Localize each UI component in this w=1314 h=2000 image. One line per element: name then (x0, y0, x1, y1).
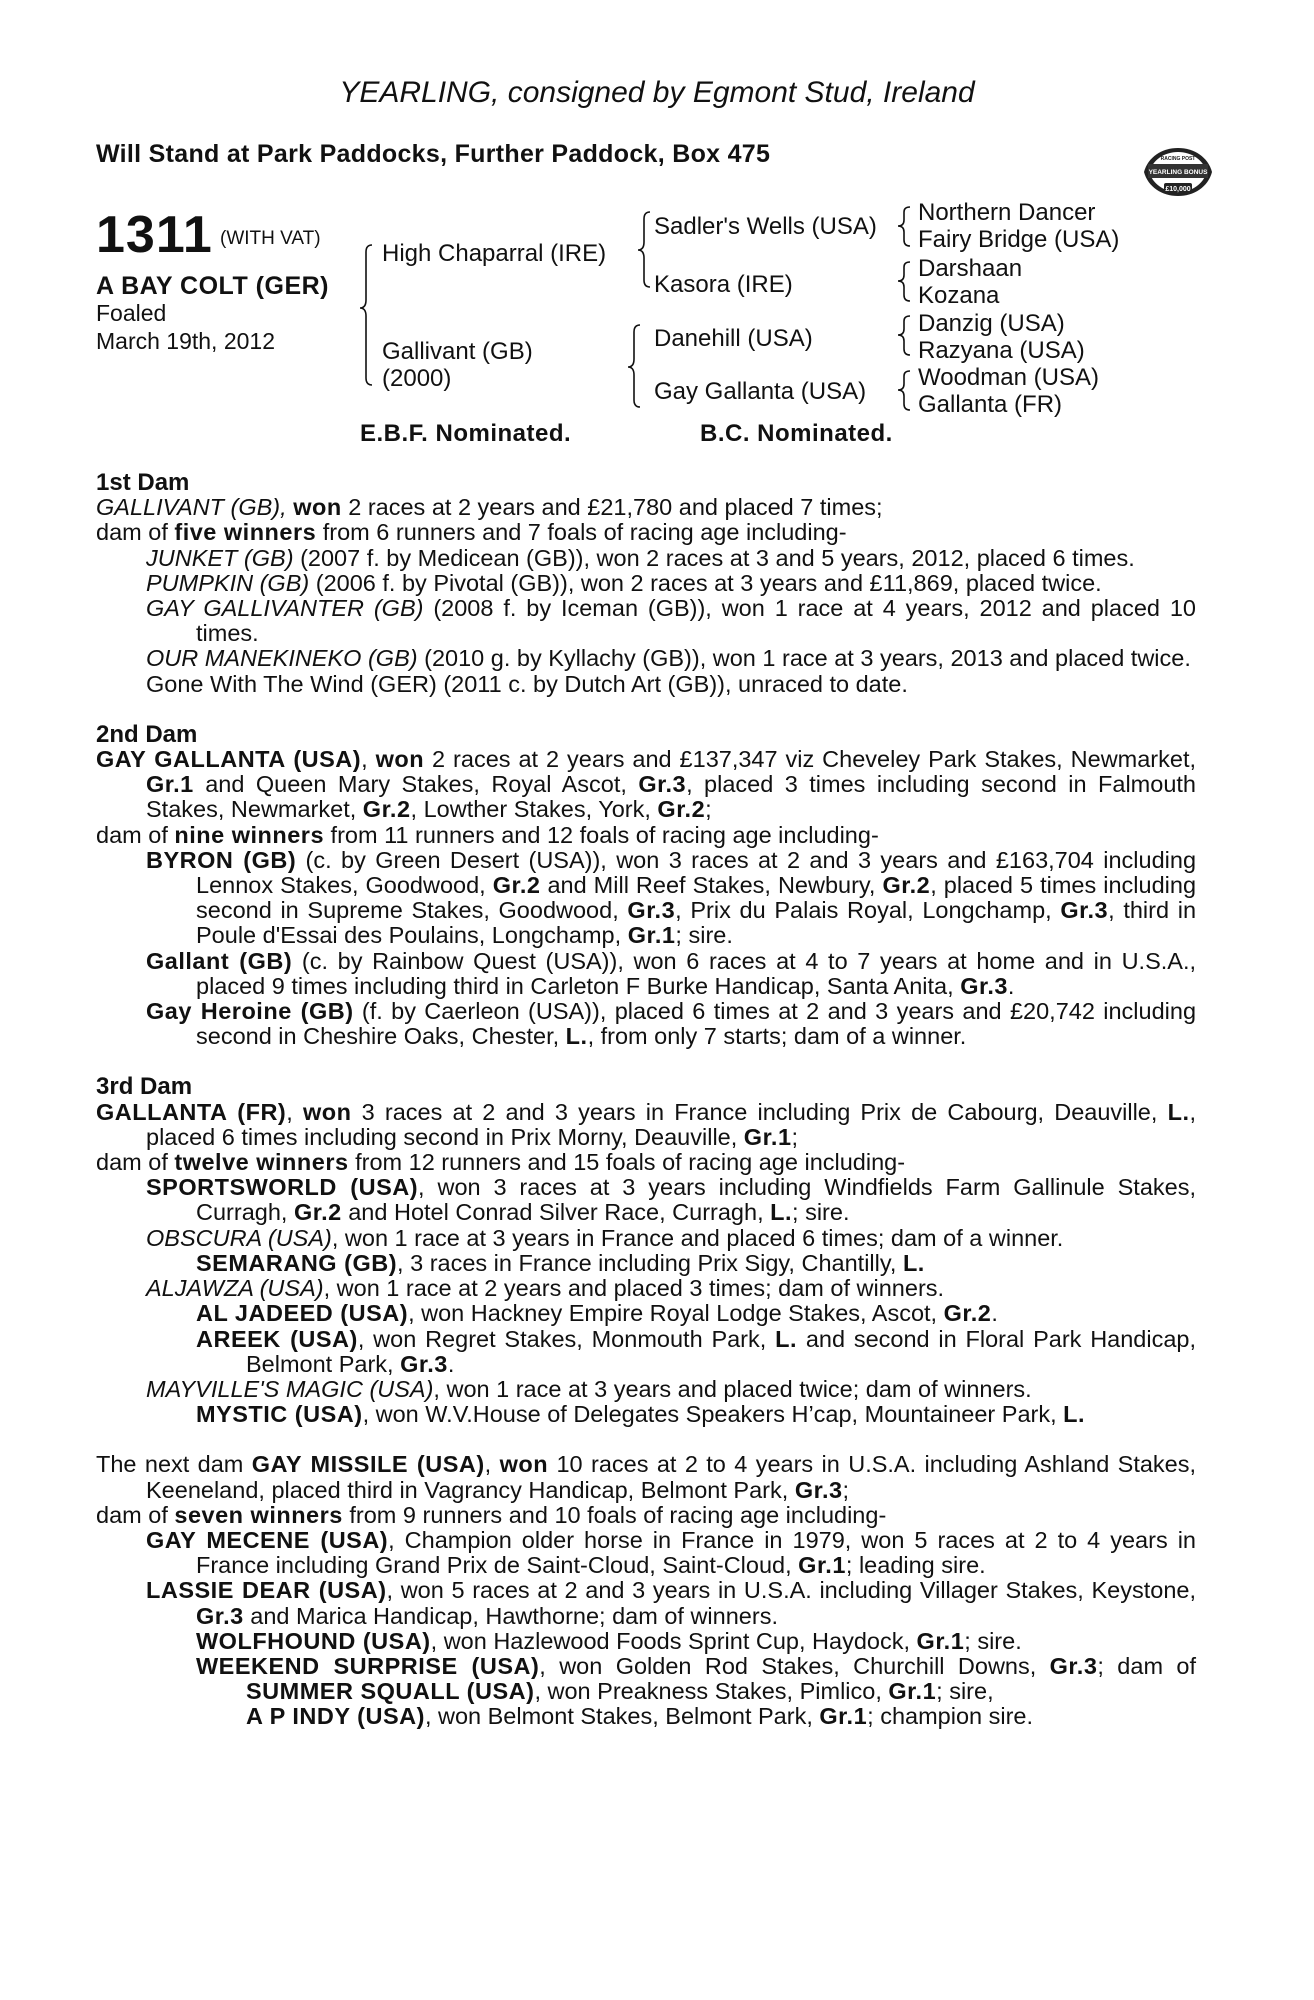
lot-number: 1311 (96, 206, 213, 264)
badge-line2: YEARLING BONUS (1148, 169, 1208, 176)
produce-junket: JUNKET (GB) (2007 f. by Medicean (GB)), won 2 races at 3 and 5 years, 2012, placed 6 times. (146, 544, 1135, 571)
produce-gone-with-the-wind: Gone With The Wind (GER) (2011 c. by Dutch Art (GB)), unraced to date. (146, 670, 908, 697)
produce-byron: BYRON (GB) (c. by Green Desert (USA)), won 3 races at 2 and 3 years and £163,704 including Lennox Stakes, Goodwood, Gr.2 and Mill Reef Stakes, Newbury, Gr.2, placed 5 times including second in Supreme Stakes, Goodwood, Gr.3, Prix du Palais Royal, Longchamp, Gr.3, third in Poule d'Essai des Poulains, Longchamp, Gr.1; sire. (146, 846, 1197, 949)
produce-obscura: OBSCURA (USA), won 1 race at 3 years in France and placed 6 times; dam of a winner. (146, 1224, 1064, 1251)
fourth-dam-produce: dam of seven winners from 9 runners and 10 foals of racing age including- (96, 1501, 887, 1528)
badge-line3: £10,000 (1165, 186, 1191, 193)
produce-mystic: MYSTIC (USA), won W.V.House of Delegates Speakers H’cap, Mountaineer Park, L. (196, 1401, 1086, 1428)
pedigree-g5: Danzig (USA) (918, 310, 1065, 337)
pedigree-g1: Northern Dancer (918, 199, 1096, 226)
pedigree-dam-sire: Danehill (USA) (654, 325, 813, 352)
produce-gallant: Gallant (GB) (c. by Rainbow Quest (USA)), won 6 races at 4 to 7 years at home and in U.S.A., placed 9 times including third in Carleton F Burke Handicap, Santa Anita, Gr.3. (146, 947, 1197, 999)
pedigree-g8: Gallanta (FR) (918, 391, 1063, 418)
produce-semarang: SEMARANG (GB), 3 races in France including Prix Sigy, Chantilly, L. (196, 1249, 925, 1276)
first-dam-record: GALLIVANT (GB), won 2 races at 2 years and £21,780 and placed 7 times; (96, 494, 883, 521)
produce-wolfhound: WOLFHOUND (USA), won Hazlewood Foods Sprint Cup, Haydock, Gr.1; sire. (196, 1627, 1022, 1654)
fourth-dam-record: The next dam GAY MISSILE (USA), won 10 races at 2 to 4 years in U.S.A. including Ashland Stakes, Keeneland, placed third in Vagrancy Handicap, Belmont Park, Gr.3; (96, 1451, 1197, 1503)
pedigree-dam: Gallivant (GB) (382, 338, 533, 365)
produce-pumpkin: PUMPKIN (GB) (2006 f. by Pivotal (GB)), won 2 races at 3 years and £11,869, placed twice. (146, 569, 1102, 596)
pedigree-g2: Fairy Bridge (USA) (918, 226, 1120, 253)
stand-location: Will Stand at Park Paddocks, Further Paddock, Box 475 (96, 140, 771, 168)
page-title: YEARLING, consigned by Egmont Stud, Ireland (339, 76, 975, 109)
produce-gay-heroine: Gay Heroine (GB) (f. by Caerleon (USA)), placed 6 times at 2 and 3 years and £20,742 including second in Cheshire Oaks, Chester, L., from only 7 starts; dam of a winner. (146, 998, 1197, 1050)
ebf-nominated: E.B.F. Nominated. (360, 420, 572, 447)
second-dam-produce: dam of nine winners from 11 runners and 12 foals of racing age including- (96, 821, 879, 848)
vat-note: (WITH VAT) (220, 228, 321, 249)
produce-sportsworld: SPORTSWORLD (USA), won 3 races at 3 years including Windfields Farm Gallinule Stakes, Curragh, Gr.2 and Hotel Conrad Silver Race, Curragh, L.; sire. (146, 1174, 1196, 1226)
horse-description: A BAY COLT (GER) (96, 272, 330, 300)
produce-mayvilles-magic: MAYVILLE'S MAGIC (USA), won 1 race at 3 years and placed twice; dam of winners. (146, 1375, 1032, 1402)
produce-al-jadeed: AL JADEED (USA), won Hackney Empire Royal Lodge Stakes, Ascot, Gr.2. (196, 1300, 998, 1327)
pedigree-g3: Darshaan (918, 255, 1023, 282)
pedigree-sire-sire: Sadler's Wells (USA) (654, 213, 877, 240)
produce-areek: AREEK (USA), won Regret Stakes, Monmouth Park, L. and second in Floral Park Handicap, Belmont Park, Gr.3. (196, 1325, 1197, 1377)
produce-ap-indy: A P INDY (USA), won Belmont Stakes, Belmont Park, Gr.1; champion sire. (246, 1703, 1034, 1730)
pedigree-g7: Woodman (USA) (918, 364, 1099, 391)
second-dam-record: GAY GALLANTA (USA), won 2 races at 2 years and £137,347 viz Cheveley Park Stakes, Newmarket, Gr.1 and Queen Mary Stakes, Royal Ascot, Gr.3, placed 3 times including second in Falmouth Stakes, Newmarket, Gr.2, Lowther Stakes, York, Gr.2; (96, 746, 1197, 823)
bc-nominated: B.C. Nominated. (700, 420, 893, 447)
first-dam-produce: dam of five winners from 6 runners and 7 foals of racing age including- (96, 519, 847, 546)
produce-lassie-dear: LASSIE DEAR (USA), won 5 races at 2 and 3 years in U.S.A. including Villager Stakes, Keystone, Gr.3 and Marica Handicap, Hawthorne; dam of winners. (146, 1577, 1196, 1629)
pedigree-dam-year: (2000) (382, 365, 452, 392)
foaled-label: Foaled (96, 300, 167, 326)
badge-line1: RACING POST (1160, 156, 1196, 162)
produce-gay-gallivanter: GAY GALLIVANTER (GB) (2008 f. by Iceman (GB)), won 1 race at 4 years, 2012 and placed 10 times. (146, 595, 1196, 647)
pedigree-g4: Kozana (918, 282, 1000, 309)
produce-gay-mecene: GAY MECENE (USA), Champion older horse in France in 1979, won 5 races at 2 to 4 years in France including Grand Prix de Saint-Cloud, Saint-Cloud, Gr.1; leading sire. (146, 1526, 1196, 1579)
catalogue-body (96, 470, 1196, 1730)
third-dam-heading: 3rd Dam (96, 1073, 193, 1101)
first-dam-heading: 1st Dam (96, 469, 190, 496)
pedigree-g6: Razyana (USA) (918, 337, 1085, 364)
produce-weekend-surprise: WEEKEND SURPRISE (USA), won Golden Rod Stakes, Churchill Downs, Gr.3; dam of SUMMER SQUALL (USA), won Preakness Stakes, Pimlico, Gr.1; sire, (196, 1652, 1196, 1705)
produce-aljawza: ALJAWZA (USA), won 1 race at 2 years and placed 3 times; dam of winners. (146, 1275, 945, 1302)
third-dam-produce: dam of twelve winners from 12 runners and 15 foals of racing age including- (96, 1149, 906, 1176)
second-dam-heading: 2nd Dam (96, 720, 198, 748)
pedigree-sire-dam: Kasora (IRE) (654, 271, 793, 298)
pedigree-dam-dam: Gay Gallanta (USA) (654, 378, 867, 405)
pedigree-sire: High Chaparral (IRE) (382, 240, 607, 267)
foaled-date: March 19th, 2012 (96, 328, 276, 354)
produce-our-manekineko: OUR MANEKINEKO (GB) (2010 g. by Kyllachy (GB)), won 1 race at 3 years, 2013 and placed twice. (146, 645, 1191, 672)
third-dam-record: GALLANTA (FR), won 3 races at 2 and 3 years in France including Prix de Cabourg, Deauville, L., placed 6 times including second in Prix Morny, Deauville, Gr.1; (96, 1098, 1197, 1150)
